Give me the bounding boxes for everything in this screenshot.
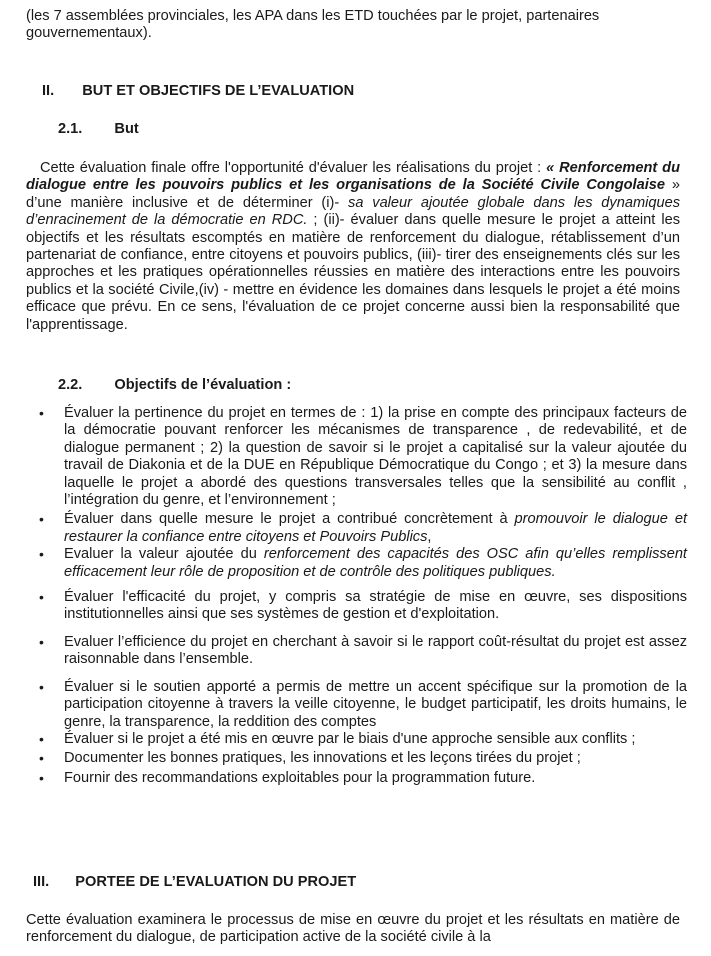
but-text-rest: ; (ii)- évaluer dans quelle mesure le projet a atteint les objectifs et les résultats escomptés en matière de renforcement du dialogue, rétablissement d’un partenariat de confiance, entre citoyens et pouvoirs publics, (iii)- tirer des enseignements clés sur les approches et les pratiques opérationnelles réussies en matière des interactions entre les pouvoirs publics et la société Civile,(iv) - mettre en évidence les domaines dans lesquels le projet a été moins efficace que prévu. En ce sens, l'évaluation de ce projet concerne aussi bien la responsabilité que l'apprentissage.	[26, 212, 680, 333]
objective-item-8	[64, 750, 687, 767]
subsection-2-1-title: But	[114, 121, 139, 137]
subsection-2-1-heading	[58, 121, 139, 138]
objective-text: Évaluer si le projet a été mis en œuvre par le biais d'une approche sensible aux conflits ;	[64, 730, 636, 747]
subsection-2-1-number: 2.1.	[58, 121, 83, 137]
objective-text: Évaluer si le soutien apporté a permis de mettre un accent spécifique sur la promotion de la participation citoyenne à travers la veille citoyenne, le budget participatif, les droits humains, le genre, la transparence, la reddition des comptes	[64, 678, 687, 730]
objective-item-7	[64, 731, 687, 748]
objective-item-3	[64, 546, 687, 581]
section-2-number: II.	[42, 83, 55, 99]
objective-text: Évaluer l'efficacité du projet, y compris sa stratégie de mise en œuvre, ses dispositions institutionnelles ainsi que ses systèmes de gestion et d'exploitation.	[64, 589, 687, 623]
portee-paragraph: Cette évaluation examinera le processus de mise en œuvre du projet et les résultats en matière de renforcement du dialogue, de participation active de la société civile à la	[26, 912, 680, 946]
subsection-2-2-heading	[58, 377, 291, 394]
objective-text: Fournir des recommandations exploitables pour la programmation future.	[64, 769, 536, 786]
objectives-list	[64, 405, 687, 787]
objective-item-4	[64, 589, 687, 624]
objective-text-end: ,	[427, 528, 432, 545]
objective-text: Évaluer dans quelle mesure le projet a contribué concrètement à	[64, 511, 515, 528]
objective-text-italic: promouvoir le dialogue et restaurer la confiance entre citoyens et Pouvoirs Publics	[64, 511, 687, 545]
objective-item-1	[64, 405, 687, 509]
objective-text-italic: renforcement des capacités des OSC afin qu’elles remplissent efficacement leur rôle de proposition et de contrôle des politiques publiques.	[64, 546, 687, 580]
project-title: « Renforcement du dialogue entre les pouvoirs publics et les organisations de la Société Civile Congolaise	[26, 160, 680, 194]
objective-text: Evaluer la valeur ajoutée du	[64, 546, 264, 563]
but-text-mid: » d’une manière inclusive et de déterminer (i)-	[26, 177, 681, 211]
objective-text: Documenter les bonnes pratiques, les innovations et les leçons tirées du projet ;	[64, 750, 581, 767]
section-2-title: BUT ET OBJECTIFS DE L’EVALUATION	[82, 83, 355, 99]
section-3-number: III.	[33, 874, 50, 890]
objective-item-5	[64, 634, 687, 669]
objective-text: Evaluer l’efficience du projet en cherchant à savoir si le rapport coût-résultat du projet est assez raisonnable dans l’ensemble.	[64, 633, 687, 668]
objective-item-6	[64, 679, 687, 731]
but-text-italic: sa valeur ajoutée globale dans les dynamiques d’enracinement de la démocratie en RDC.	[26, 194, 680, 229]
section-2-heading	[42, 83, 354, 100]
objective-item-2	[64, 511, 687, 546]
but-paragraph	[26, 160, 680, 334]
objective-text: Évaluer la pertinence du projet en termes de : 1) la prise en compte des principaux facteurs de la démocratie pouvant renforcer les mécanismes de transparence , de redevabilité, et de dialogue permanent ; 2) la question de savoir si le projet a capitalisé sur la valeur ajoutée du travail de Diakonia et de la DUE en République Démocratique du Congo ; et 3) la mesure dans laquelle le projet a abordé des questions transversales telles que la sensibilité au conflit , l’intégration du genre, et l’environnement ;	[64, 405, 687, 509]
subsection-2-2-number: 2.2.	[58, 377, 83, 393]
section-3-heading	[33, 874, 356, 891]
intro-paragraph: (les 7 assemblées provinciales, les APA dans les ETD touchées par le projet, partenaires gouvernementaux).	[26, 8, 600, 42]
section-3-title: PORTEE DE L’EVALUATION DU PROJET	[75, 874, 357, 890]
objective-item-9	[64, 770, 687, 787]
but-text-start: Cette évaluation finale offre l'opportunité d'évaluer les réalisations du projet :	[40, 160, 547, 176]
subsection-2-2-title: Objectifs de l’évaluation :	[114, 377, 292, 393]
